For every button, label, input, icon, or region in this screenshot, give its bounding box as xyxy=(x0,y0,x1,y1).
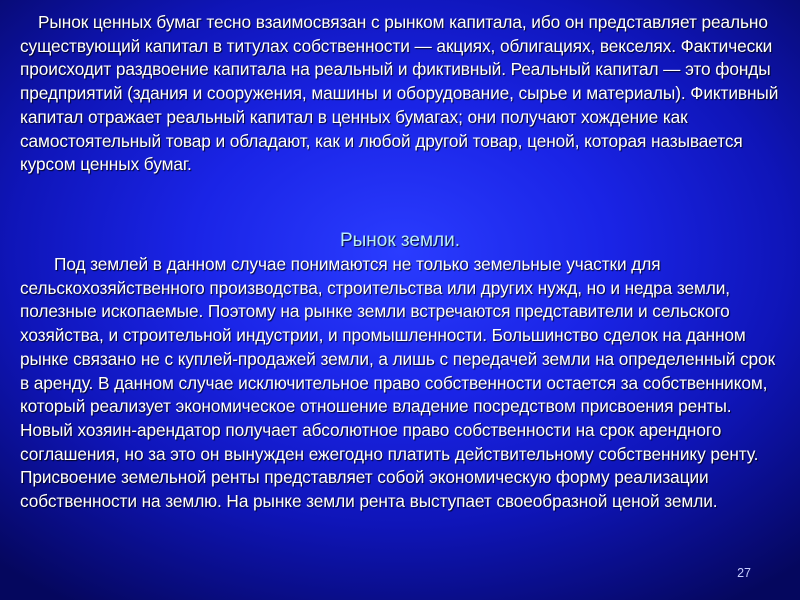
paragraph-land-market: Под землей в данном случае понимаются не только земельные участки для сельскохозяйственного производства, строительства или других нужд, но и недра земли, полезные ископаемые. Поэтому на рынке земли встречаются представители и сельского хозяйства, и строительной индустрии, и промышленности. Большинство сделок на данном рынке связано не с куплей-продажей земли, а лишь с передачей земли на определенный срок в аренду. В данном случае исключительное право собственности остается за собственником, который реализует экономическое отношение владение посредством присвоения ренты. Новый хозяин-арендатор получает абсолютное право собственности на срок арендного соглашения, но за это он вынужден ежегодно платить действительному собственнику ренту. Присвоение земельной ренты представляет собой экономическую форму реализации собственности на землю. На рынке земли рента выступает своеобразной ценой земли. xyxy=(20,254,776,512)
paragraph-securities-market: Рынок ценных бумаг тесно взаимосвязан с рынком капитала, ибо он представляет реально существующий капитал в титулах собственности — акциях, облигациях, векселях. Фактически происходит раздвоение капитала на реальный и фиктивный. Реальный капитал — это фонды предприятий (здания и сооружения, машины и оборудование, сырье и материалы). Фиктивный капитал отражает реальный капитал в ценных бумагах; они получают хождение как самостоятельный товар и обладают, как и любой другой товар, ценой, которая называется курсом ценных бумаг. xyxy=(20,12,779,175)
section-heading-land-market: Рынок земли. xyxy=(339,230,461,251)
page-number: 27 xyxy=(737,566,751,580)
